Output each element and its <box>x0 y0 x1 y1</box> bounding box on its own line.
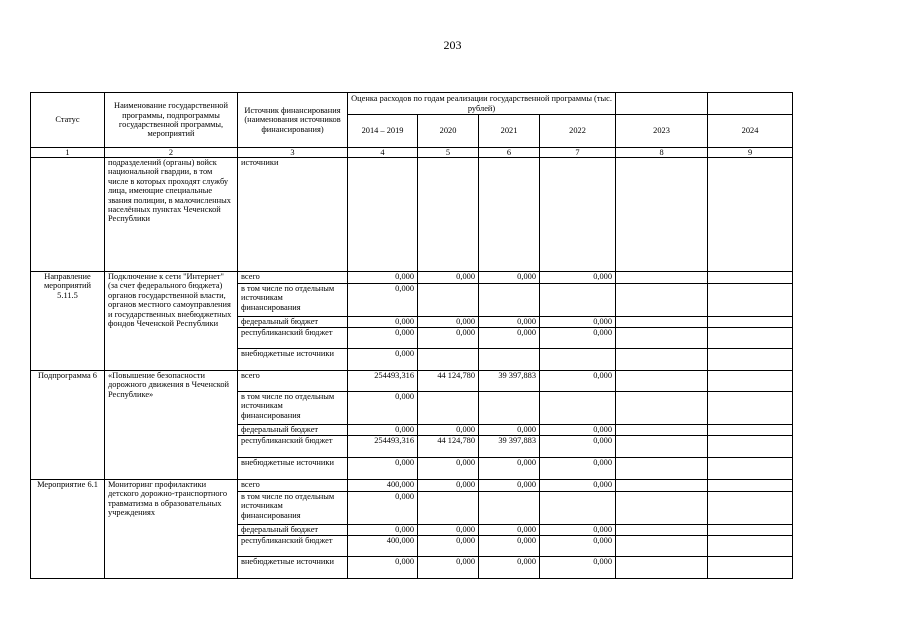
value-cell <box>616 317 708 328</box>
value-cell <box>540 492 616 525</box>
value-cell: 44 124,780 <box>418 371 479 392</box>
source-cell: республиканский бюджет <box>238 328 348 349</box>
value-cell: 0,000 <box>540 557 616 579</box>
value-cell <box>616 328 708 349</box>
value-cell: 0,000 <box>348 425 418 436</box>
value-cell: 39 397,883 <box>479 436 540 458</box>
col-number: 8 <box>616 148 708 158</box>
header-name: Наименование государственной программы, подпрограммы государственной программы, мероприятий <box>105 93 238 148</box>
value-cell: 254493,316 <box>348 371 418 392</box>
value-cell <box>418 492 479 525</box>
value-cell <box>616 557 708 579</box>
value-cell <box>479 158 540 272</box>
value-cell: 0,000 <box>348 284 418 317</box>
value-cell <box>616 525 708 536</box>
value-cell <box>616 158 708 272</box>
value-cell: 39 397,883 <box>479 371 540 392</box>
value-cell <box>479 284 540 317</box>
header-blank-2024 <box>708 93 793 115</box>
value-cell: 0,000 <box>540 371 616 392</box>
value-cell <box>708 458 793 480</box>
source-cell: федеральный бюджет <box>238 317 348 328</box>
value-cell: 0,000 <box>540 536 616 557</box>
value-cell: 254493,316 <box>348 436 418 458</box>
header-year: 2021 <box>479 115 540 148</box>
value-cell <box>708 536 793 557</box>
value-cell: 0,000 <box>348 317 418 328</box>
header-year: 2022 <box>540 115 616 148</box>
source-cell: внебюджетные источники <box>238 557 348 579</box>
source-cell: республиканский бюджет <box>238 536 348 557</box>
value-cell <box>708 392 793 425</box>
source-cell: всего <box>238 272 348 284</box>
value-cell: 0,000 <box>540 436 616 458</box>
source-cell: в том числе по отдельным источникам финансирования <box>238 392 348 425</box>
value-cell: 44 124,780 <box>418 436 479 458</box>
value-cell <box>479 492 540 525</box>
col-number: 9 <box>708 148 793 158</box>
col-number: 2 <box>105 148 238 158</box>
value-cell: 0,000 <box>348 557 418 579</box>
col-number: 5 <box>418 148 479 158</box>
value-cell: 0,000 <box>540 458 616 480</box>
source-cell: внебюджетные источники <box>238 349 348 371</box>
value-cell <box>708 272 793 284</box>
value-cell: 0,000 <box>418 425 479 436</box>
name-cell: Подключение к сети "Интернет" (за счет федерального бюджета) органов государственной власти, органов местного самоуправления и государственных внебюджетных фондов Чеченской Республики <box>105 272 238 371</box>
value-cell <box>616 492 708 525</box>
value-cell: 0,000 <box>418 458 479 480</box>
value-cell <box>708 371 793 392</box>
value-cell: 0,000 <box>418 272 479 284</box>
value-cell <box>616 536 708 557</box>
value-cell: 0,000 <box>479 557 540 579</box>
source-cell: федеральный бюджет <box>238 425 348 436</box>
name-cell: «Повышение безопасности дорожного движения в Чеченской Республике» <box>105 371 238 480</box>
value-cell <box>708 525 793 536</box>
header-year: 2020 <box>418 115 479 148</box>
value-cell <box>708 158 793 272</box>
page-number: 203 <box>443 38 462 52</box>
value-cell <box>708 492 793 525</box>
source-cell: внебюджетные источники <box>238 458 348 480</box>
source-cell: в том числе по отдельным источникам финансирования <box>238 284 348 317</box>
value-cell: 0,000 <box>348 349 418 371</box>
header-year: 2014 – 2019 <box>348 115 418 148</box>
value-cell: 0,000 <box>418 480 479 492</box>
source-cell: федеральный бюджет <box>238 525 348 536</box>
value-cell: 0,000 <box>540 480 616 492</box>
value-cell: 0,000 <box>479 317 540 328</box>
value-cell: 0,000 <box>418 557 479 579</box>
value-cell <box>708 328 793 349</box>
value-cell <box>616 272 708 284</box>
value-cell <box>418 158 479 272</box>
value-cell: 0,000 <box>348 328 418 349</box>
value-cell <box>708 317 793 328</box>
col-number: 3 <box>238 148 348 158</box>
value-cell: 0,000 <box>348 272 418 284</box>
status-cell: Направление мероприятий 5.11.5 <box>31 272 105 371</box>
header-year: 2023 <box>616 115 708 148</box>
name-cell: подразделений (органы) войск национальной гвардии, в том числе в которых проходят службу лица, имеющие специальные звания полиции, в малочисленных населённых пунктах Чеченской Республики <box>105 158 238 272</box>
value-cell <box>708 425 793 436</box>
col-number: 1 <box>31 148 105 158</box>
value-cell: 400,000 <box>348 480 418 492</box>
value-cell <box>540 349 616 371</box>
value-cell: 0,000 <box>540 272 616 284</box>
value-cell: 0,000 <box>479 480 540 492</box>
value-cell: 0,000 <box>479 458 540 480</box>
header-estimate: Оценка расходов по годам реализации государственной программы (тыс. рублей) <box>348 93 616 115</box>
value-cell <box>616 425 708 436</box>
value-cell: 0,000 <box>348 392 418 425</box>
value-cell: 0,000 <box>418 525 479 536</box>
value-cell: 0,000 <box>348 525 418 536</box>
value-cell: 0,000 <box>479 525 540 536</box>
value-cell <box>540 284 616 317</box>
value-cell: 0,000 <box>348 458 418 480</box>
value-cell: 0,000 <box>418 536 479 557</box>
value-cell <box>708 284 793 317</box>
value-cell <box>479 349 540 371</box>
value-cell <box>708 436 793 458</box>
header-source: Источник финансирования (наименования источников финансирования) <box>238 93 348 148</box>
header-year: 2024 <box>708 115 793 148</box>
header-blank-2023 <box>616 93 708 115</box>
value-cell <box>616 436 708 458</box>
col-number: 7 <box>540 148 616 158</box>
value-cell <box>616 458 708 480</box>
value-cell <box>540 158 616 272</box>
value-cell <box>540 392 616 425</box>
value-cell <box>616 392 708 425</box>
value-cell <box>616 284 708 317</box>
value-cell <box>418 284 479 317</box>
name-cell: Мониторинг профилактики детского дорожно-транспортного травматизма в образовательных учреждениях <box>105 480 238 579</box>
value-cell <box>348 158 418 272</box>
value-cell: 0,000 <box>418 317 479 328</box>
status-cell: Подпрограмма 6 <box>31 371 105 480</box>
continuation-row <box>31 158 793 272</box>
budget-table <box>30 92 793 579</box>
value-cell <box>708 557 793 579</box>
value-cell: 400,000 <box>348 536 418 557</box>
source-cell: источники <box>238 158 348 272</box>
source-cell: в том числе по отдельным источникам финансирования <box>238 492 348 525</box>
value-cell: 0,000 <box>479 536 540 557</box>
value-cell: 0,000 <box>479 425 540 436</box>
status-cell: Мероприятие 6.1 <box>31 480 105 579</box>
source-cell: всего <box>238 480 348 492</box>
table-row <box>31 480 793 492</box>
value-cell: 0,000 <box>479 272 540 284</box>
value-cell <box>708 349 793 371</box>
value-cell: 0,000 <box>540 425 616 436</box>
table-row <box>31 371 793 392</box>
status-cell <box>31 158 105 272</box>
value-cell <box>418 392 479 425</box>
value-cell: 0,000 <box>418 328 479 349</box>
table-row <box>31 272 793 284</box>
value-cell: 0,000 <box>479 328 540 349</box>
value-cell <box>479 392 540 425</box>
value-cell <box>418 349 479 371</box>
value-cell: 0,000 <box>540 317 616 328</box>
value-cell <box>708 480 793 492</box>
value-cell: 0,000 <box>540 328 616 349</box>
header-status: Статус <box>31 93 105 148</box>
source-cell: всего <box>238 371 348 392</box>
value-cell <box>616 480 708 492</box>
source-cell: республиканский бюджет <box>238 436 348 458</box>
value-cell <box>616 349 708 371</box>
col-number: 4 <box>348 148 418 158</box>
value-cell <box>616 371 708 392</box>
col-number: 6 <box>479 148 540 158</box>
value-cell: 0,000 <box>540 525 616 536</box>
value-cell: 0,000 <box>348 492 418 525</box>
